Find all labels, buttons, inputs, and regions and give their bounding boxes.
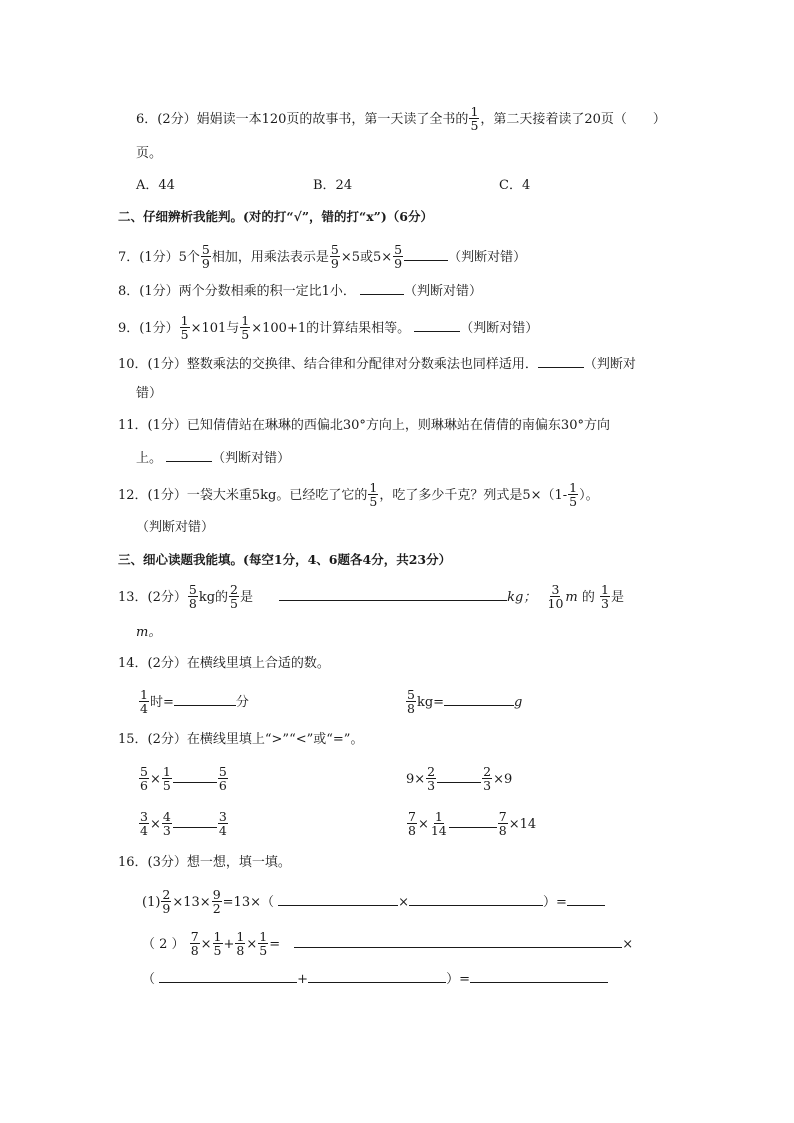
- q12-line1: 12．(1分）一袋大米重5kg。已经吃了它的 $\frac{1}{5}$ ，吃了多少千克？列式是5×（1- $\frac{1}{5}$ ）。: [118, 480, 599, 509]
- q6-line1: 6．(2分）娟娟读一本120页的故事书，第一天读了全书的 $\frac{1}{5}$ ，第二天接着读了20页（ ）: [136, 104, 666, 133]
- q15-row2-left: $\frac{3}{4}$ × $\frac{4}{3}$ $\frac{3}{4}$: [140, 809, 227, 838]
- q16-part1: (1) $\frac{2}{9}$ ×13× $\frac{9}{2}$ =13×（ × ）=: [142, 889, 605, 916]
- answer-blank[interactable]: [278, 893, 398, 906]
- q6-option-a[interactable]: A．44: [136, 178, 175, 193]
- q16-part3: （ + ）=: [142, 970, 608, 988]
- q13-line1: 13．(2分） $\frac{5}{8}$ kg的 $\frac{2}{5}$ 是 kg； $\frac{3}{10}$ m 的 $\frac{1}{3}$ 是: [118, 582, 624, 611]
- q13-line2: m。: [136, 625, 162, 640]
- q15-row1-left: $\frac{5}{6}$ × $\frac{1}{5}$ $\frac{5}{6}$: [140, 764, 227, 793]
- answer-blank[interactable]: [449, 815, 497, 828]
- fraction: $\frac{1}{5}$: [470, 104, 479, 133]
- q10-line2: 错）: [136, 386, 163, 401]
- answer-blank[interactable]: [409, 893, 543, 906]
- answer-blank[interactable]: [404, 248, 448, 261]
- answer-blank[interactable]: [173, 815, 217, 828]
- q14-right: $\frac{5}{8}$ kg= g: [407, 687, 523, 716]
- q11-line2: 上。 （判断对错）: [136, 451, 291, 466]
- q16-title: 16．(3分）想一想，填一填。: [118, 855, 291, 870]
- q8: 8．(1分）两个分数相乘的积一定比1小． （判断对错）: [118, 284, 483, 299]
- section-3-title: 三、细心读题我能填。(每空1分，4、6题各4分，共23分）: [118, 552, 452, 567]
- q14-title: 14．(2分）在横线里填上合适的数。: [118, 656, 330, 671]
- q15-title: 15．(2分）在横线里填上“>”“<”或“=”。: [118, 732, 364, 747]
- q6-line2: 页。: [136, 146, 163, 161]
- answer-blank[interactable]: [414, 319, 460, 332]
- answer-blank[interactable]: [166, 449, 212, 462]
- answer-blank[interactable]: [308, 970, 446, 983]
- answer-blank[interactable]: [567, 893, 605, 906]
- q6-option-c[interactable]: C．4: [499, 178, 531, 193]
- answer-blank[interactable]: [174, 693, 236, 706]
- q12-line2: （判断对错）: [136, 520, 215, 535]
- answer-blank[interactable]: [173, 770, 217, 783]
- answer-blank[interactable]: [294, 935, 622, 948]
- q7: 7．(1分）5个 $\frac{5}{9}$ 相加，用乘法表示是 $\frac{5}{9}$ ×5或5× $\frac{5}{9}$ （判断对错）: [118, 242, 527, 271]
- q16-part2: （ 2 ） $\frac{7}{8}$ × $\frac{1}{5}$ + $\frac{1}{8}$ × $\frac{1}{5}$ = ×: [142, 929, 634, 958]
- q15-row1-right: 9× $\frac{2}{3}$ $\frac{2}{3}$ ×9: [406, 764, 513, 793]
- q9: 9．(1分） $\frac{1}{5}$ ×101与 $\frac{1}{5}$ ×100+1的计算结果相等。 （判断对错）: [118, 313, 539, 342]
- answer-blank[interactable]: [360, 282, 404, 295]
- q11-line1: 11．(1分）已知倩倩站在琳琳的西偏北30°方向上，则琳琳站在倩倩的南偏东30°方向: [118, 418, 610, 433]
- answer-blank[interactable]: [279, 588, 507, 601]
- answer-blank[interactable]: [444, 693, 514, 706]
- q6-option-b[interactable]: B．24: [313, 178, 353, 193]
- answer-blank[interactable]: [538, 355, 584, 368]
- q14-left: $\frac{1}{4}$ 时= 分: [140, 687, 249, 716]
- answer-blank[interactable]: [159, 970, 297, 983]
- q10-line1: 10．(1分）整数乘法的交换律、结合律和分配律对分数乘法也同样适用． （判断对: [118, 357, 636, 372]
- section-2-title: 二、仔细辨析我能判。(对的打“√”，错的打“x”)（6分）: [118, 209, 433, 224]
- answer-blank[interactable]: [470, 970, 608, 983]
- answer-blank[interactable]: [437, 770, 481, 783]
- q15-row2-right: $\frac{7}{8}$ × $\frac{1}{14}$ $\frac{7}{8}$ ×14: [408, 809, 537, 838]
